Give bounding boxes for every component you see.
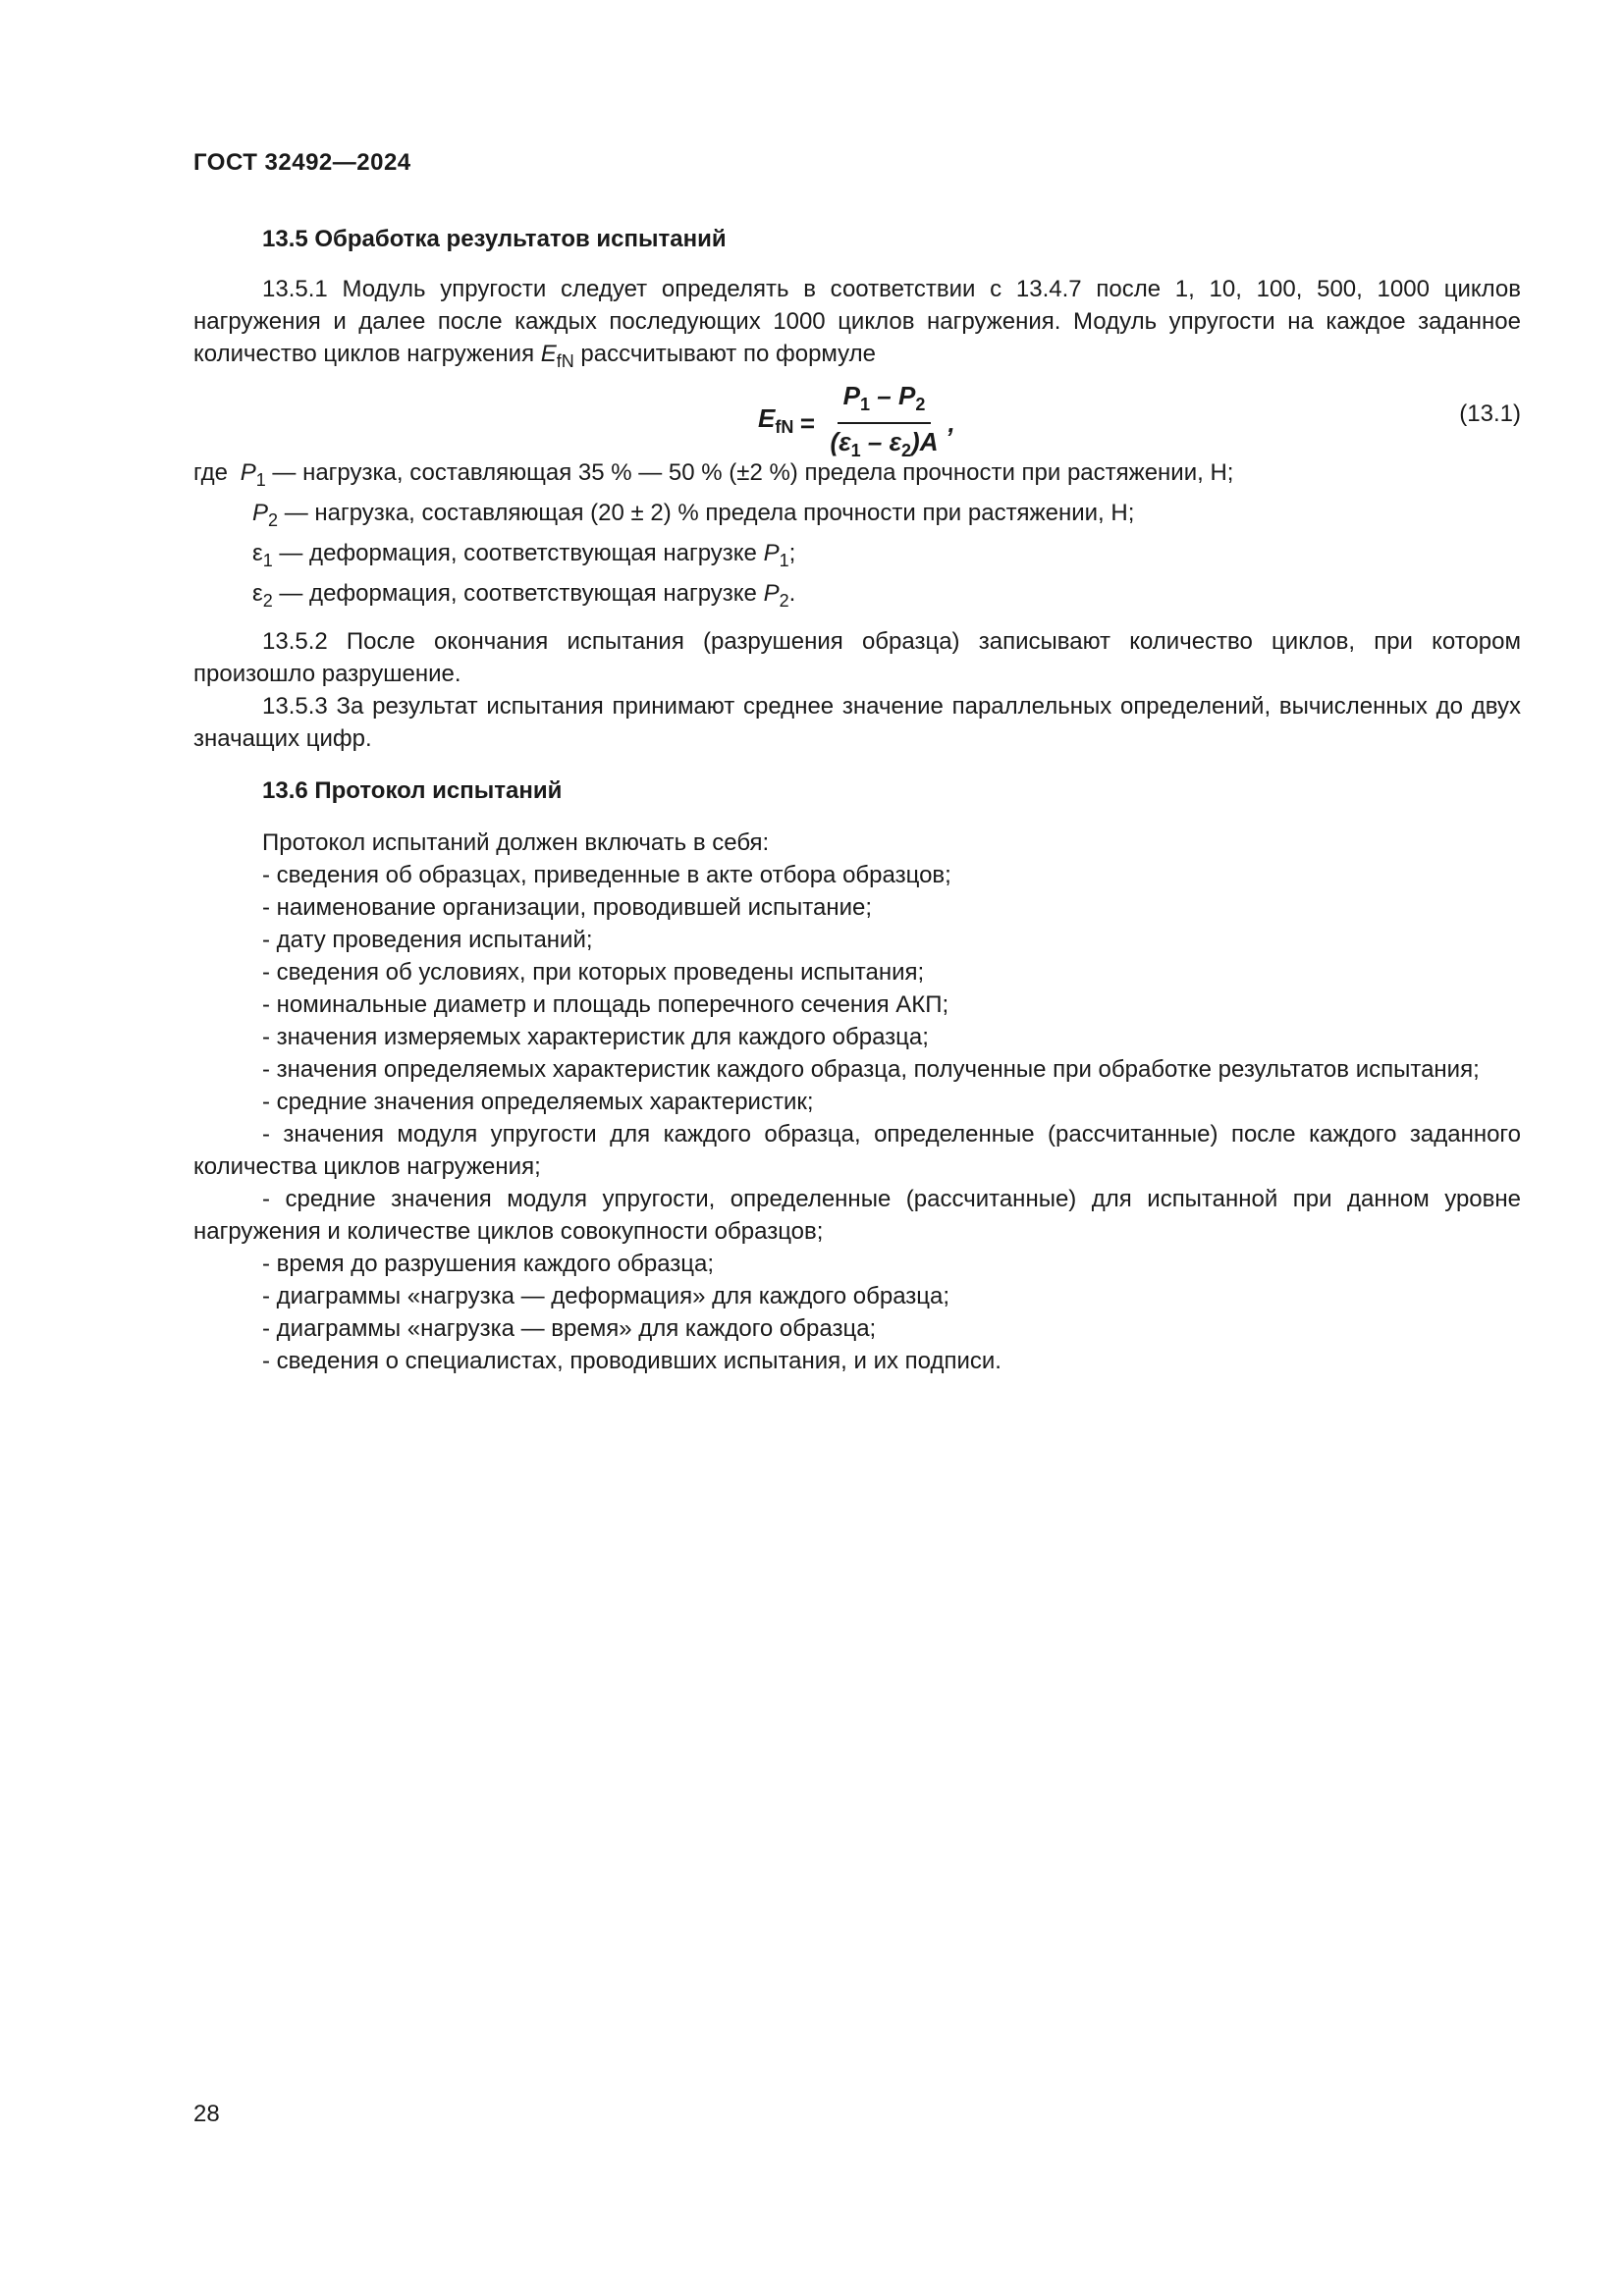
protocol-intro: Протокол испытаний должен включать в себя: bbox=[262, 829, 770, 856]
list-item: - дату проведения испытаний; bbox=[262, 927, 593, 953]
list-item: - время до разрушения каждого образца; bbox=[262, 1251, 715, 1277]
definition-eps1: $\varepsilon_1$ — деформация, соответствующая нагрузке $P_1$; bbox=[252, 540, 796, 570]
formula-numerator: $P_1 - P_2$ bbox=[838, 380, 932, 424]
paragraph-13-5-1-line3-pre: каждое заданное количество циклов нагружения bbox=[193, 308, 1521, 367]
document-header: ГОСТ 32492—2024 bbox=[193, 149, 411, 176]
equation-number: (13.1) bbox=[1459, 400, 1521, 427]
paragraph-13-5-1 bbox=[193, 273, 1521, 378]
paragraph-13-5-2: 13.5.2 После окончания испытания (разрушения образца) записывают количество циклов, при котором произошло разрушение. bbox=[193, 628, 1521, 687]
inline-symbol-efn: $E_{fN}$ bbox=[540, 341, 574, 371]
formula-expression bbox=[758, 380, 955, 466]
page-number: 28 bbox=[193, 2101, 220, 2127]
list-item: - диаграммы «нагрузка — время» для каждого образца; bbox=[262, 1315, 877, 1342]
list-item: - диаграммы «нагрузка — деформация» для каждого образца; bbox=[262, 1283, 950, 1309]
definition-p2: $P_2$ — нагрузка, составляющая (20 ± 2) % предела прочности при растяжении, Н; bbox=[252, 500, 1135, 530]
formula-comma: , bbox=[947, 407, 955, 438]
list-item: - сведения об образцах, приведенные в акте отбора образцов; bbox=[262, 862, 951, 888]
list-item: - значения определяемых характеристик каждого образца, полученные при обработке результатов испытания; bbox=[262, 1056, 1480, 1083]
paragraph-13-5-3: 13.5.3 За результат испытания принимают среднее значение параллельных определений, вычисленных до двух значащих цифр. bbox=[193, 693, 1521, 752]
formula-denominator: $(\varepsilon_1 - \varepsilon_2)A$ bbox=[830, 427, 939, 460]
list-item: - значения измеряемых характеристик для каждого образца; bbox=[262, 1024, 929, 1050]
formula-fraction bbox=[825, 380, 945, 466]
list-item: - наименование организации, проводившей испытание; bbox=[262, 894, 873, 921]
list-item: - средние значения определяемых характеристик; bbox=[262, 1089, 814, 1115]
list-item: - номинальные диаметр и площадь поперечного сечения АКП; bbox=[262, 991, 949, 1018]
paragraph-13-5-1-line1: 13.5.1 Модуль упругости следует определять в соответствии с 13.4.7 после 1, 10, 100, 500, 1000 bbox=[262, 276, 1430, 302]
formula-equals: = bbox=[799, 407, 815, 438]
paragraph-13-5-1-line2: циклов нагружения и далее после каждых последующих 1000 циклов нагружения. Модуль упругости на bbox=[193, 276, 1521, 335]
definition-eps2: $\varepsilon_2$ — деформация, соответствующая нагрузке $P_2$. bbox=[252, 580, 796, 611]
protocol-list bbox=[193, 827, 1521, 1377]
list-item: - сведения об условиях, при которых проведены испытания; bbox=[262, 959, 925, 986]
list-item: - средние значения модуля упругости, определенные (рассчитанные) для испытанной при данном уровне нагружения и количестве циклов совокупности образцов; bbox=[193, 1186, 1521, 1245]
section-13-5-body bbox=[193, 273, 1521, 755]
paragraph-13-5-1-line3-post: рассчитывают по формуле bbox=[580, 341, 877, 367]
definition-p1: где $P_1$ — нагрузка, составляющая 35 % — 50 % (±2 %) предела прочности при растяжении, Н; bbox=[193, 459, 1234, 490]
list-item: - сведения о специалистах, проводивших испытания, и их подписи. bbox=[262, 1348, 1001, 1374]
list-item: - значения модуля упругости для каждого образца, определенные (рассчитанные) после каждого заданного количества циклов нагружения; bbox=[193, 1121, 1521, 1180]
section-title-13-5: 13.5 Обработка результатов испытаний bbox=[262, 226, 727, 252]
section-title-13-6: 13.6 Протокол испытаний bbox=[262, 777, 563, 804]
formula-lhs: $E_{fN}$ bbox=[758, 403, 794, 437]
where-label: где bbox=[193, 459, 229, 486]
formula-13-1 bbox=[193, 378, 1521, 460]
